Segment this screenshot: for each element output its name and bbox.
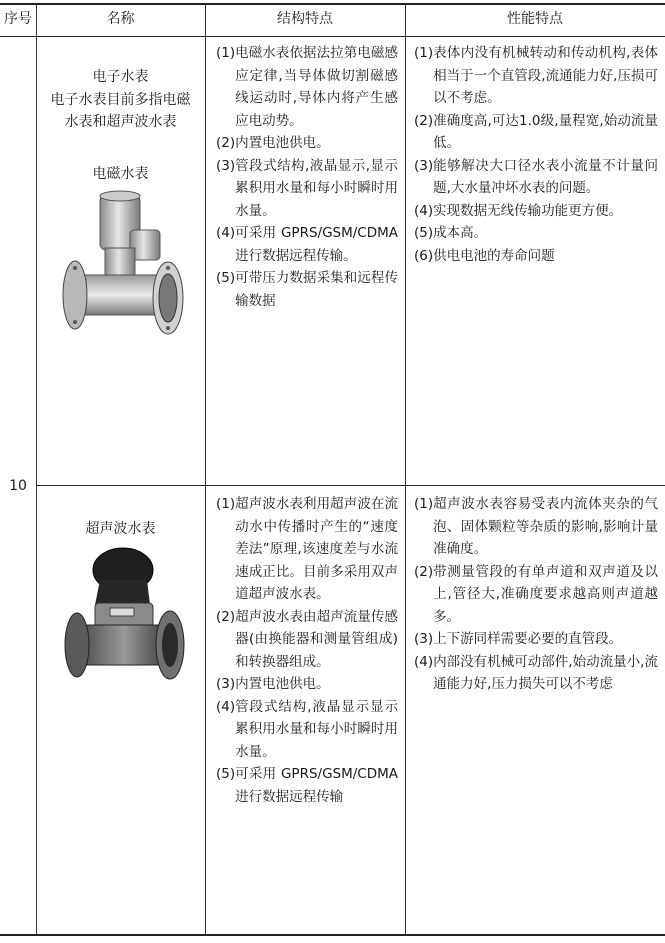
table-bottom-rule — [0, 934, 665, 936]
list-item: (5) 可采用 GPRS/GSM/CDMA 进行数据远程传输 — [216, 766, 398, 805]
row-divider — [36, 485, 665, 486]
em-subtitle: 电磁水表 — [92, 166, 149, 182]
header-index: 序号 — [4, 11, 32, 27]
us-performance-list — [414, 493, 658, 696]
table-top-rule — [0, 3, 665, 5]
list-item: (5) 可带压力数据采集和远程传输数据 — [216, 270, 398, 309]
col-divider-3 — [405, 4, 406, 934]
list-item: (4) 可采用 GPRS/GSM/CDMA 进行数据远程传输。 — [216, 225, 398, 264]
list-item: (2) 超声波水表由超声流量传感器(由换能器和测量管组成)和转换器组成。 — [216, 608, 398, 670]
list-item: (1) 电磁水表依据法拉第电磁感应定律,当导体做切割磁感线运动时,导体内将产生感应电动势。 — [216, 45, 398, 129]
col-divider-2 — [205, 4, 206, 934]
list-item: (1) 超声波水表利用超声波在流动水中传播时产生的“速度差法”原理,该速度差与水流速成正比。目前多采用双声道超声波水表。 — [216, 496, 398, 602]
list-item: (1) 超声波水表容易受表内流体夹杂的气泡、固体颗粒等杂质的影响,影响计量准确度。 — [414, 496, 658, 557]
list-item: (2) 内置电池供电。 — [216, 135, 330, 151]
list-item: (6) 供电电池的寿命问题 — [414, 247, 555, 264]
electromagnetic-meter-image — [60, 190, 185, 355]
row-index: 10 — [9, 478, 27, 494]
us-structure-list — [216, 493, 398, 808]
list-item: (3) 能够解决大口径水表小流量不计量问题,大水量冲坏水表的问题。 — [414, 157, 658, 196]
list-item: (2) 带测量管段的有单声道和双声道及以上,管径大,准确度要求越高则声道越多。 — [414, 563, 658, 625]
header-structure: 结构特点 — [277, 11, 333, 27]
list-item: (5) 成本高。 — [414, 225, 488, 241]
em-name-line-3: 水表和超声波水表 — [64, 114, 177, 130]
col-divider-1 — [36, 4, 37, 934]
list-item: (3) 管段式结构,液晶显示,显示累积用水量和每小时瞬时用水量。 — [216, 157, 398, 219]
us-name: 超声波水表 — [85, 521, 156, 537]
em-performance-list — [414, 42, 658, 267]
ultrasonic-meter-image — [55, 545, 190, 695]
list-item: (4) 内部没有机械可动部件,始动流量小,流通能力好,压力损失可以不考虑 — [414, 653, 658, 692]
em-name-line-1: 电子水表 — [92, 69, 149, 85]
list-item: (4) 实现数据无线传输功能更方便。 — [414, 202, 623, 219]
em-structure-list — [216, 42, 398, 312]
list-item: (3) 上下游同样需要必要的直管段。 — [414, 631, 623, 647]
header-bottom-rule — [0, 36, 665, 37]
list-item: (1) 表体内没有机械转动和传动机构,表体相当于一个直管段,流通能力好,压损可以不考虑。 — [414, 45, 658, 106]
header-performance: 性能特点 — [507, 11, 563, 27]
header-name: 名称 — [106, 11, 135, 27]
em-name-line-2: 电子水表目前多指电磁 — [50, 91, 191, 108]
list-item: (4) 管段式结构,液晶显示显示累积用水量和每小时瞬时用水量。 — [216, 698, 398, 760]
em-name-block — [36, 66, 205, 134]
list-item: (3) 内置电池供电。 — [216, 676, 330, 692]
list-item: (2) 准确度高,可达1.0级,量程宽,始动流量低。 — [414, 112, 658, 151]
